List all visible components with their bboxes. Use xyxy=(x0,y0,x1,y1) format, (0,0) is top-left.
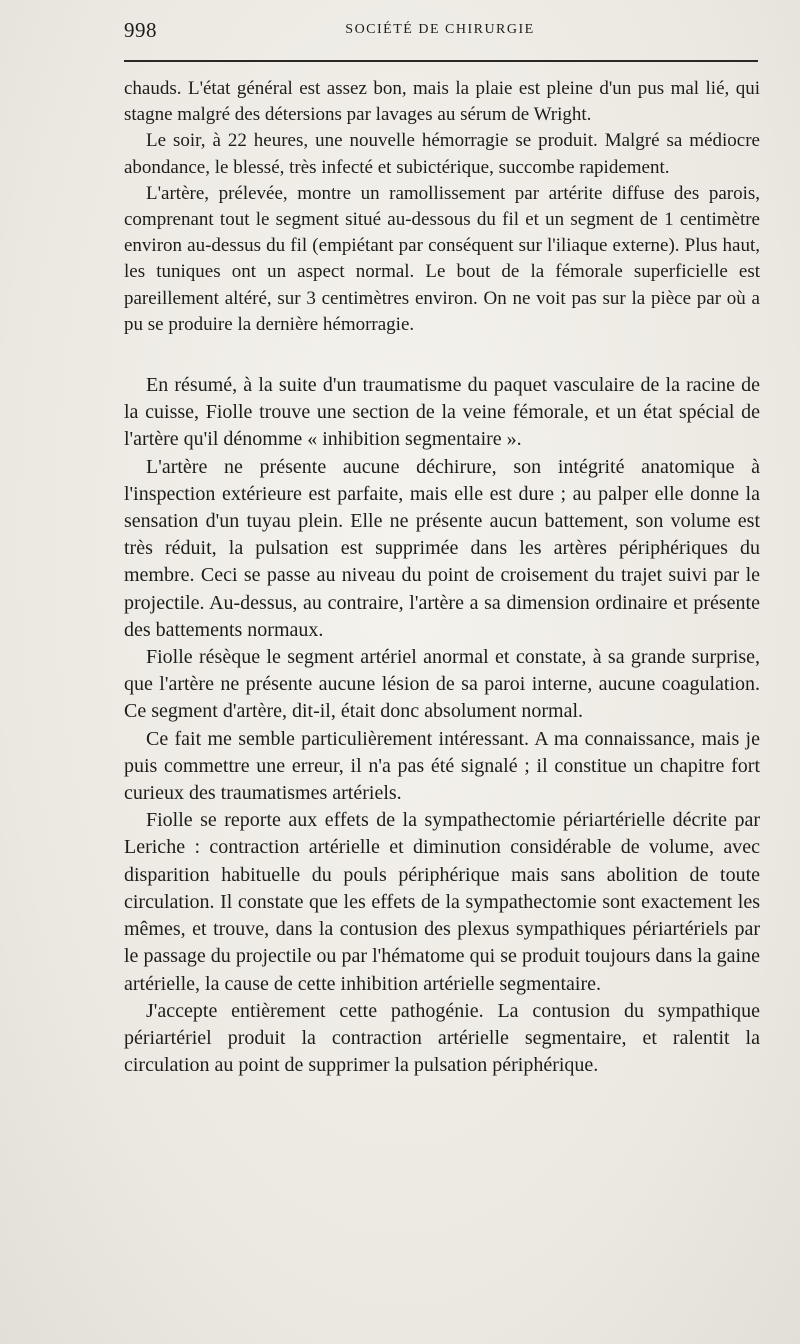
paragraph: L'artère, prélevée, montre un ramollissement par artérite diffuse des parois, comprenant tout le segment situé au-dessous du fil et un segment de 1 centimètre environ au-dessus du fil (empiétant par conséquent sur l'iliaque externe). Plus haut, les tuniques ont un aspect normal. Le bout de la fémorale superficielle est pareillement altéré, sur 3 centimètres environ. On ne voit pas sur la pièce par où a pu se produire la dernière hémorragie. xyxy=(124,182,760,335)
page-header xyxy=(124,18,756,46)
paragraph: L'artère ne présente aucune déchirure, son intégrité anatomique à l'inspection extérieure est parfaite, mais elle est dure ; au palper elle donne la sensation d'un tuyau plein. Elle ne présente aucun battement, son volume est très réduit, la pulsation est supprimée dans les artères périphériques du membre. Ceci se passe au niveau du point de croisement du trajet suivi par le projectile. Au-dessus, au contraire, l'artère a sa dimension ordinaire et présente des battements normaux. xyxy=(124,455,760,641)
paragraph: J'accepte entièrement cette pathogénie. La contusion du sympathique périartériel produit la contraction artérielle segmentaire, et ralentit la circulation au point de supprimer la pulsation périphérique. xyxy=(124,999,760,1077)
running-head: SOCIÉTÉ DE CHIRURGIE xyxy=(345,22,535,37)
paragraph: chauds. L'état général est assez bon, mais la plaie est pleine d'un pus mal lié, qui stagne malgré des détersions par lavages au sérum de Wright. xyxy=(124,78,760,126)
paragraph: Ce fait me semble particulièrement intéressant. A ma connaissance, mais je puis commettre une erreur, il n'a pas été signalé ; il constitue un chapitre fort curieux des traumatismes artériels. xyxy=(124,727,760,805)
paragraph: Fiolle se reporte aux effets de la sympathectomie périartérielle décrite par Leriche : contraction artérielle et diminution considérable de volume, avec disparition habituelle du pouls périphérique mais sans abolition de toute circulation. Il constate que les effets de la sympathectomie sont exactement les mêmes, et trouve, dans la contusion des plexus sympathiques périartériels par le passage du projectile ou par l'hématome qui se produit toujours dans la gaine artérielle, la cause de cette inhibition artérielle segmentaire. xyxy=(124,809,760,995)
summary-section xyxy=(124,372,760,1079)
paragraph: Fiolle résèque le segment artériel anormal et constate, à sa grande surprise, que l'artère ne présente aucune lésion de sa paroi interne, aucune coagulation. Ce segment d'artère, dit-il, était donc absolument normal. xyxy=(124,646,760,723)
body-text xyxy=(124,76,760,1079)
header-rule xyxy=(124,60,758,62)
paragraph: Le soir, à 22 heures, une nouvelle hémorragie se produit. Malgré sa médiocre abondance, le blessé, très infecté et subictérique, succombe rapidement. xyxy=(124,130,760,178)
paragraph: En résumé, à la suite d'un traumatisme du paquet vasculaire de la racine de la cuisse, Fiolle trouve une section de la veine fémorale, et un état spécial de l'artère qu'il dénomme « inhibition segmentaire ». xyxy=(124,374,760,451)
page-number: 998 xyxy=(124,18,157,42)
